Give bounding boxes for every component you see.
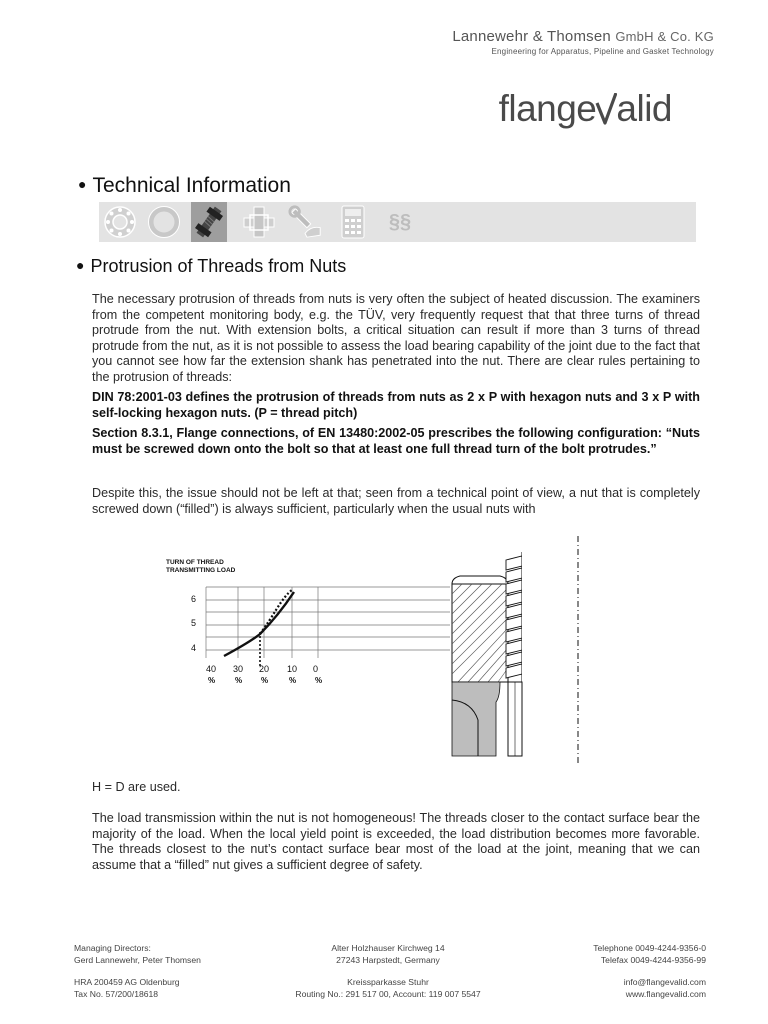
gasket-ring-icon[interactable] [146, 202, 182, 242]
x-tick-label: 20 [259, 664, 270, 674]
footer-website-link[interactable]: www.flangevalid.com [625, 989, 706, 999]
logo-check-icon [595, 93, 617, 125]
thread-load-figure [160, 532, 600, 768]
paragraph-intro: The necessary protrusion of threads from nuts is very often the subject of heated discussion. The examiners from the competent monitoring body, e.g. the TÜV, very frequently request that that three turns of thread protrude from the nut. With extension bolts, a critical situation can result if more than 3 turns of thread protrude from the nut, as it is not possible to assess the load bearing capability of the joint due to the fact that you cannot see how far the extension shank has penetrated into the nut. There are clear rules pertaining to the protrusion of threads: [92, 292, 700, 384]
x-unit-label: % [261, 676, 269, 685]
paragraph-glyph: §§ [388, 210, 412, 233]
footer-tax-number: Tax No. 57/200/18618 [74, 989, 159, 999]
figure-ylabel-line1: TURN OF THREAD [166, 559, 224, 566]
company-suffix: GmbH & Co. KG [615, 29, 714, 44]
company-tagline: Engineering for Apparatus, Pipeline and Gasket Technology [491, 47, 714, 56]
paragraph-despite: Despite this, the issue should not be left at that; seen from a technical point of view, a nut that is completely screwed down (“filled”) is always sufficient, particularly when the usual nuts with [92, 486, 700, 516]
footer-bank: Kreissparkasse Stuhr [347, 977, 429, 987]
footer-center [260, 942, 516, 1000]
company-name [452, 28, 714, 45]
footer-telefax: Telefax 0049-4244-9356-99 [600, 955, 706, 965]
y-tick-label: 4 [191, 643, 197, 653]
x-unit-label: % [289, 676, 297, 685]
bullet-icon: ● [76, 257, 85, 274]
x-unit-label: % [235, 676, 243, 685]
flange-icon[interactable] [102, 202, 138, 242]
footer-registry: HRA 200459 AG Oldenburg [74, 977, 180, 987]
x-unit-label: % [208, 676, 216, 685]
paragraph-load-transmission: The load transmission within the nut is not homogeneous! The threads closer to the contact surface bear the majority of the load. When the local yield point is exceeded, the load distribution becomes more favorable. The threads closest to the nut’s contact surface bear most of the load at the joint, meaning that we can assume that a “filled” nut gives a sufficient degree of safety. [92, 811, 700, 872]
paragraph-din-rule: DIN 78:2001-03 defines the protrusion of threads from nuts as 2 x P with hexagon nuts and 3 x P with self-locking hexagon nuts. (P = thread pitch) [92, 390, 700, 420]
y-tick-label: 5 [191, 618, 197, 628]
nut-bolt-drawing [452, 536, 578, 764]
y-tick-label: 6 [191, 594, 197, 604]
paragraph-en-rule: Section 8.3.1, Flange connections, of EN 13480:2002-05 prescribes the following configuration: “Nuts must be screwed down onto the bolt so that at least one full thread turn of the bolt protrudes.” [92, 426, 700, 456]
x-unit-label: % [315, 676, 323, 685]
figure-ylabel-line2: TRANSMITTING LOAD [166, 567, 236, 574]
logo-text-part-2: alid [616, 88, 672, 129]
footer-right [593, 942, 706, 1000]
footer-telephone: Telephone 0049-4244-9356-0 [593, 943, 706, 953]
company-header [452, 28, 714, 56]
company-name-text: Lannewehr & Thomsen [452, 28, 611, 45]
pipeline-icon[interactable] [241, 202, 277, 242]
footer-directors-label: Managing Directors: [74, 943, 151, 953]
x-tick-label: 10 [287, 664, 298, 674]
bolt-nut-icon[interactable] [191, 202, 227, 242]
flangevalid-logo [499, 88, 672, 130]
section-title [78, 174, 291, 198]
bullet-icon: ● [78, 176, 87, 193]
footer-account: Routing No.: 291 517 00, Account: 119 007 5547 [295, 989, 481, 999]
wrench-hand-icon[interactable] [288, 202, 324, 242]
chart-grid [206, 587, 450, 658]
footer-left [74, 942, 201, 1000]
footer-directors-names: Gerd Lannewehr, Peter Thomsen [74, 955, 201, 965]
calculator-icon[interactable] [335, 202, 371, 242]
x-tick-label: 40 [206, 664, 217, 674]
x-tick-label: 0 [313, 664, 319, 674]
article-title-text: Protrusion of Threads from Nuts [90, 256, 347, 276]
category-icon-bar [99, 202, 696, 242]
footer-email-link[interactable]: info@flangevalid.com [623, 977, 706, 987]
footer-street: Alter Holzhauser Kirchweg 14 [331, 943, 445, 953]
logo-text-part-1: flange [498, 88, 597, 129]
article-title [76, 256, 346, 277]
paragraph-icon[interactable] [382, 202, 418, 242]
load-curve-solid [224, 592, 294, 656]
section-title-text: Technical Information [92, 174, 291, 197]
paragraph-hd: H = D are used. [92, 780, 181, 794]
x-tick-label: 30 [233, 664, 244, 674]
footer-city: 27243 Harpstedt, Germany [336, 955, 440, 965]
